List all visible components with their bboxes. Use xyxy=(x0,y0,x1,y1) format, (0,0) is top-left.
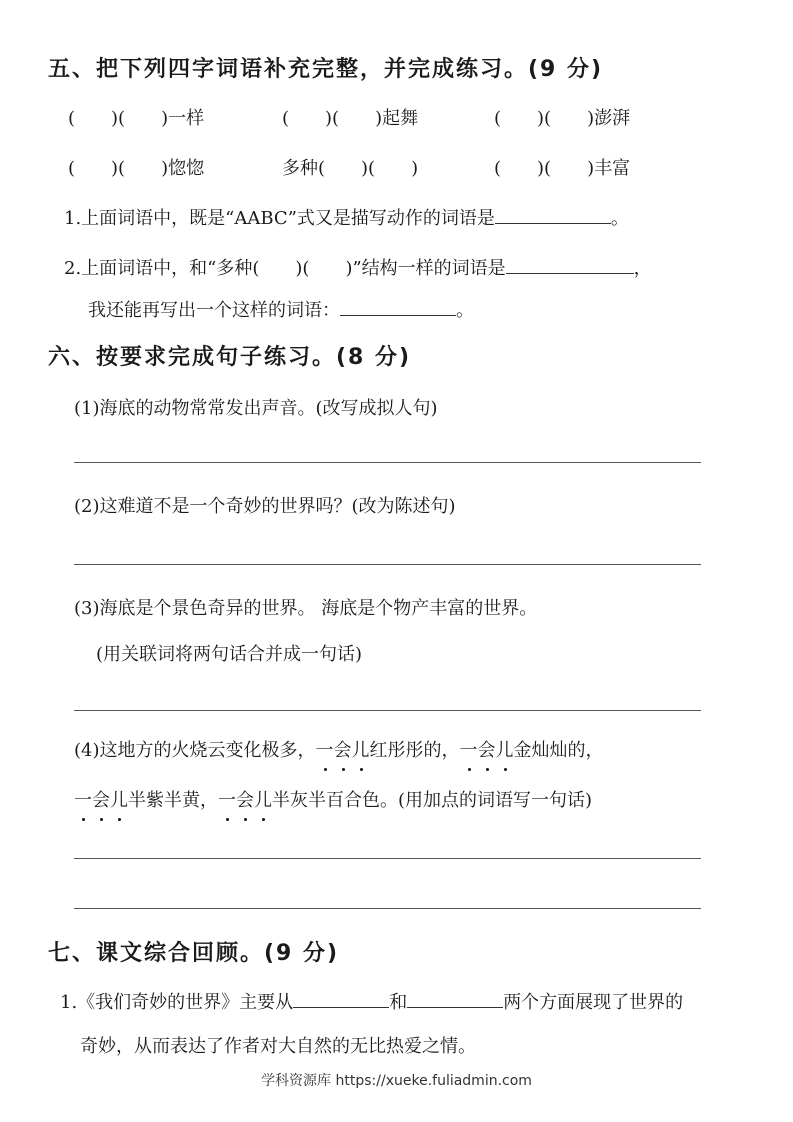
question-text: 1.《我们奇妙的世界》主要从 xyxy=(60,992,294,1013)
idiom-4: ( )( )惚惚 xyxy=(68,158,205,179)
answer-line[interactable] xyxy=(74,462,701,463)
question-text: 两个方面展现了世界的 xyxy=(503,992,684,1013)
idiom-1: ( )( )一样 xyxy=(68,108,205,129)
question-text: 金灿灿的， xyxy=(513,740,604,761)
answer-blank[interactable] xyxy=(495,207,611,224)
question-7-1 xyxy=(60,988,683,1014)
answer-blank[interactable] xyxy=(407,991,503,1008)
section5-title: 五、把下列四字词语补充完整，并完成练习。(9 分) xyxy=(48,57,604,82)
question-6-3-instruction: (用关联词将两句话合并成一句话) xyxy=(96,644,363,665)
question-text: 1.上面词语中，既是“AABC”式又是描写动作的词语是 xyxy=(64,208,495,229)
question-6-1: (1)海底的动物常常发出声音。(改写成拟人句) xyxy=(74,398,438,419)
punctuation: 。 xyxy=(456,300,474,321)
question-text: 我还能再写出一个这样的词语： xyxy=(88,300,340,321)
question-6-4 xyxy=(74,736,604,762)
question-text: (4)这地方的火烧云变化极多， xyxy=(74,740,316,761)
answer-blank[interactable] xyxy=(340,299,456,316)
question-5-2-line2 xyxy=(88,296,474,322)
footer-source: 学科资源库 https://xueke.fuliadmin.com xyxy=(261,1073,532,1089)
dotted-word: 一会儿 xyxy=(74,790,128,811)
question-6-3: (3)海底是个景色奇异的世界。 海底是个物产丰富的世界。 xyxy=(74,598,538,619)
answer-blank[interactable] xyxy=(506,257,634,274)
dotted-word: 一会儿 xyxy=(218,790,272,811)
question-6-4-line2 xyxy=(74,786,592,812)
question-5-2 xyxy=(64,254,652,280)
section6-title: 六、按要求完成句子练习。(8 分) xyxy=(48,345,412,370)
question-text: 半灰半百合色。(用加点的词语写一句话) xyxy=(272,790,593,811)
question-text: 半紫半黄， xyxy=(128,790,218,811)
idiom-2: ( )( )起舞 xyxy=(282,108,419,129)
question-text: 2.上面词语中，和“多种( )( )”结构一样的词语是 xyxy=(64,258,506,279)
question-text: 和 xyxy=(389,992,408,1013)
answer-line[interactable] xyxy=(74,564,701,565)
punctuation: 。 xyxy=(610,208,629,229)
answer-line[interactable] xyxy=(74,710,701,711)
section7-title: 七、课文综合回顾。(9 分) xyxy=(48,941,340,966)
dotted-word: 一会儿 xyxy=(316,740,370,761)
question-text: 红彤彤的， xyxy=(369,740,460,761)
question-7-1-line2: 奇妙，从而表达了作者对大自然的无比热爱之情。 xyxy=(80,1036,476,1057)
answer-blank[interactable] xyxy=(293,991,389,1008)
idiom-6: ( )( )丰富 xyxy=(494,158,631,179)
idiom-3: ( )( )澎湃 xyxy=(494,108,631,129)
punctuation: ， xyxy=(633,258,652,279)
idiom-5: 多种( )( ) xyxy=(282,158,419,179)
dotted-word: 一会儿 xyxy=(460,740,514,761)
answer-line[interactable] xyxy=(74,858,701,859)
question-6-2: (2)这难道不是一个奇妙的世界吗？(改为陈述句) xyxy=(74,496,456,517)
question-5-1 xyxy=(64,204,629,230)
answer-line[interactable] xyxy=(74,908,701,909)
